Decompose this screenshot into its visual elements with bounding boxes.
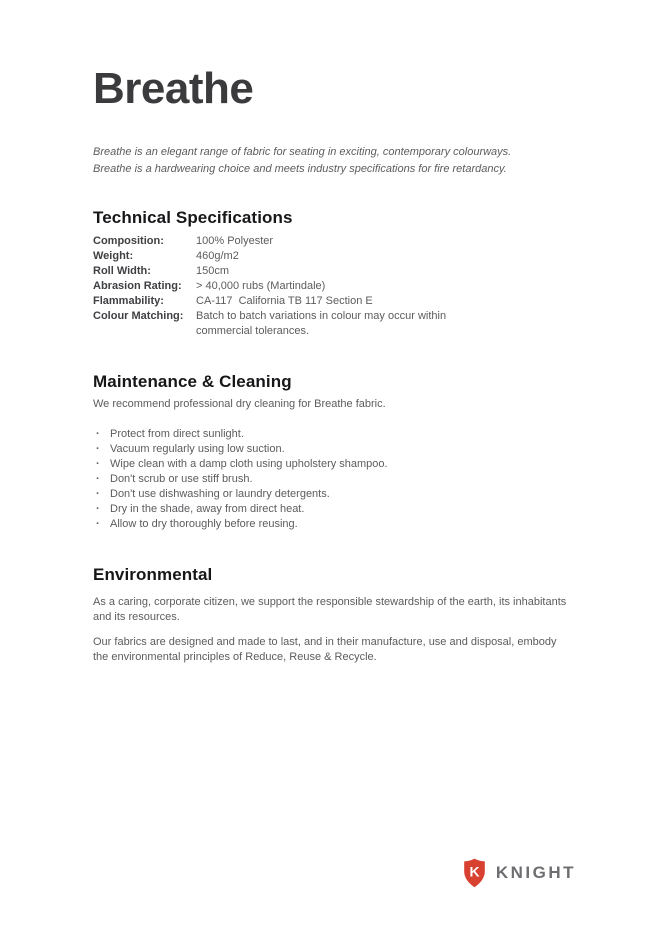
spec-row	[93, 279, 583, 294]
spec-value: 460g/m2	[196, 250, 239, 262]
bullet-item: · Don't use dishwashing or laundry detergents.	[93, 487, 583, 502]
shield-letter: K	[469, 863, 480, 880]
page-title: Breathe	[93, 64, 254, 113]
spec-value: 150cm	[196, 265, 230, 277]
spec-row	[93, 309, 583, 339]
bullet-item: · Don't scrub or use stiff brush.	[93, 472, 583, 487]
environmental-paragraph-2: Our fabrics are designed and made to last, and in their manufacture, use and disposal, embody the environmental principles of Reduce, Reuse & Recycle.	[93, 636, 557, 663]
document-page	[93, 0, 583, 665]
brand-name: KNIGHT	[495, 863, 576, 882]
spec-label: Abrasion Rating:	[93, 280, 182, 292]
intro-text	[93, 144, 583, 178]
spec-row	[93, 234, 583, 249]
spec-label: Roll Width:	[93, 265, 151, 277]
spec-value: 100% Polyester	[196, 235, 274, 247]
bullet-item: · Protect from direct sunlight.	[93, 427, 583, 442]
bullet-item: · Wipe clean with a damp cloth using upholstery shampoo.	[93, 457, 583, 472]
spec-value: CA-117 California TB 117 Section E	[196, 295, 373, 307]
section-heading-technical: Technical Specifications	[93, 208, 293, 227]
spec-label: Composition:	[93, 235, 164, 247]
section-heading-environmental: Environmental	[93, 565, 213, 584]
section-heading-maintenance: Maintenance & Cleaning	[93, 372, 292, 391]
maintenance-intro: We recommend professional dry cleaning for Breathe fabric.	[93, 398, 386, 410]
spec-label: Flammability:	[93, 295, 164, 307]
spec-row	[93, 264, 583, 279]
spec-row	[93, 249, 583, 264]
spec-label: Colour Matching:	[93, 310, 184, 322]
intro-line-1: Breathe is an elegant range of fabric for seating in exciting, contemporary colourways.	[93, 146, 512, 158]
bullet-item: · Vacuum regularly using low suction.	[93, 442, 583, 457]
intro-line-2: Breathe is a hardwearing choice and meets industry specifications for fire retardancy.	[93, 163, 507, 175]
spec-value: > 40,000 rubs (Martindale)	[196, 280, 326, 292]
bullet-item: · Allow to dry thoroughly before reusing.	[93, 517, 583, 532]
knight-shield-icon	[462, 858, 487, 888]
bullet-item: · Dry in the shade, away from direct heat.	[93, 502, 583, 517]
spec-label: Weight:	[93, 250, 134, 262]
spec-value: Batch to batch variations in colour may occur within commercial tolerances.	[196, 310, 450, 337]
brand-logo	[462, 858, 576, 888]
spec-table	[93, 234, 583, 339]
spec-row	[93, 294, 583, 309]
environmental-paragraph-1: As a caring, corporate citizen, we support the responsible stewardship of the earth, its inhabitants and its resources.	[93, 596, 567, 623]
bullet-list	[93, 427, 583, 532]
